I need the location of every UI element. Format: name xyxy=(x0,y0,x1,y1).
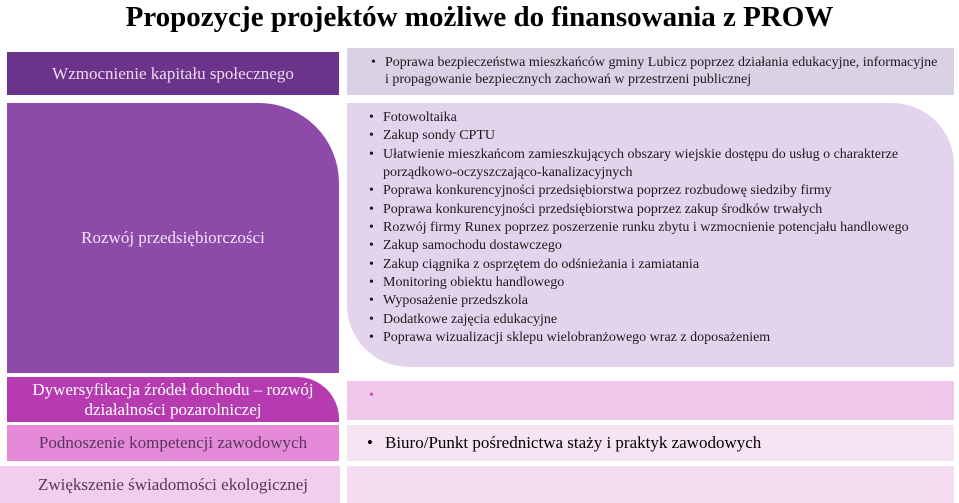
project-item: • Biuro/Punkt pośrednictwa staży i praktyk zawodowych xyxy=(363,433,761,453)
projects-ecological-awareness xyxy=(347,466,954,503)
projects-social-capital xyxy=(347,48,954,95)
category-entrepreneurship: Rozwój przedsiębiorczości xyxy=(7,103,339,373)
project-item: • Zakup samochodu dostawczego xyxy=(363,237,944,255)
project-item: • Wyposażenie przedszkola xyxy=(363,292,944,310)
project-item: • Poprawa konkurencyjności przedsiębiorstwa poprzez zakup środków trwałych xyxy=(363,201,944,219)
category-ecological-awareness: Zwiększenie świadomości ekologicznej xyxy=(0,466,340,503)
project-item: • Rozwój firmy Runex poprzez poszerzenie runku zbytu i wzmocnienie potencjału handlowego xyxy=(363,219,944,237)
projects-entrepreneurship xyxy=(347,103,954,367)
project-item: • Poprawa bezpieczeństwa mieszkańców gminy Lubicz poprzez działania edukacyjne, informacyjne i propagowanie bezpiecznych zachowań w przestrzeni publicznej xyxy=(365,55,944,88)
project-item: • Poprawa konkurencyjności przedsiębiorstwa poprzez rozbudowę siedziby firmy xyxy=(363,182,944,200)
project-item: • Monitoring obiektu handlowego xyxy=(363,274,944,292)
project-item: • Poprawa wizualizacji sklepu wielobranżowego wraz z doposażeniem xyxy=(363,329,944,347)
projects-income-diversification xyxy=(347,381,954,420)
project-item: • Fotowoltaika xyxy=(363,109,944,127)
project-item: • Zakup sondy CPTU xyxy=(363,127,944,145)
category-income-diversification: Dywersyfikacja źródeł dochodu – rozwój działalności pozarolniczej xyxy=(7,377,339,422)
project-item: • Dodatkowe zajęcia edukacyjne xyxy=(363,311,944,329)
project-item: • Ułatwienie mieszkańcom zamieszkujących obszary wiejskie dostępu do usług o charakterze porządkowo-oczyszczająco-kanalizacyjnych xyxy=(363,146,944,183)
project-item: • Zakup ciągnika z osprzętem do odśnieżania i zamiatania xyxy=(363,256,944,274)
category-social-capital: Wzmocnienie kapitału społecznego xyxy=(7,52,339,95)
projects-professional-competence xyxy=(347,425,954,461)
page-title: Propozycje projektów możliwe do finansowania z PROW xyxy=(125,1,834,33)
category-professional-competence: Podnoszenie kompetencji zawodowych xyxy=(7,425,339,461)
